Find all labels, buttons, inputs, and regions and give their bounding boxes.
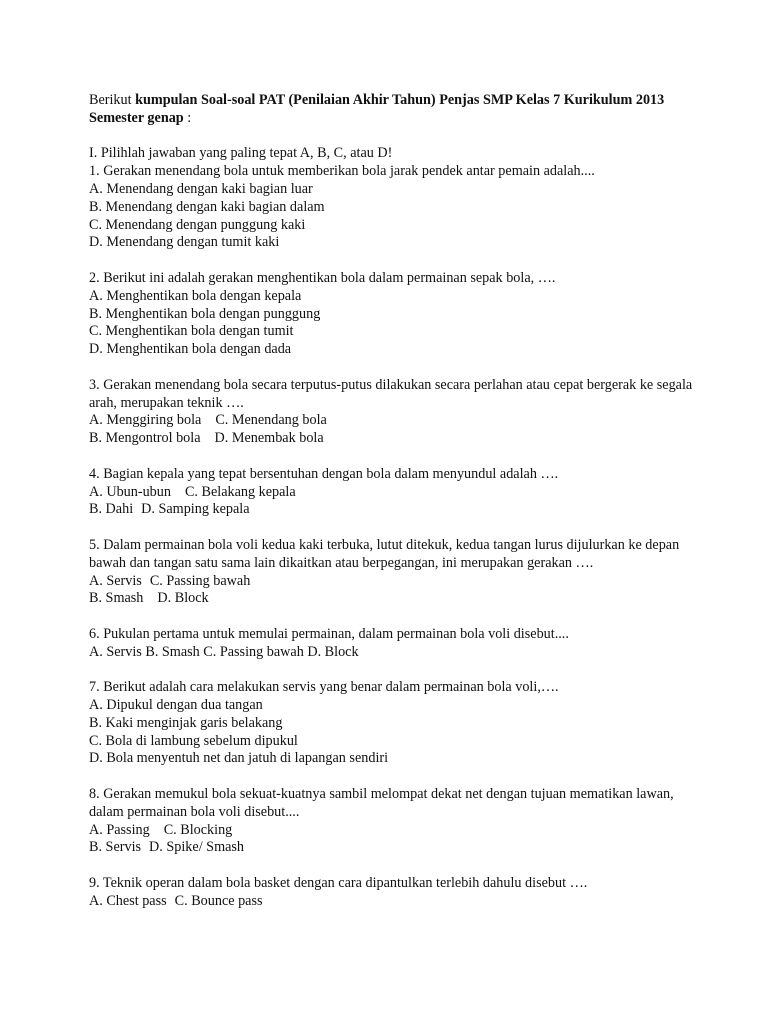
option-c: C. Passing bawah	[149, 572, 251, 589]
options-row-2	[89, 839, 699, 857]
option-d: D. Block	[157, 590, 209, 607]
options-inline: A. Servis B. Smash C. Passing bawah D. Block	[89, 643, 359, 660]
intro-prefix: Berikut	[89, 92, 136, 108]
option-b: B. Mengontrol bola	[89, 430, 201, 447]
option-b: B. Dahi	[89, 501, 134, 518]
question-8	[89, 786, 699, 857]
option-d: D. Bola menyentuh net dan jatuh di lapangan sendiri	[89, 750, 389, 767]
question-stem: 5. Dalam permainan bola voli kedua kaki terbuka, lutut ditekuk, kedua tangan lurus dijulurkan ke depan bawah dan tangan satu sama lain dikaitkan atau berpegangan, ini merupakan gerakan ….	[89, 536, 680, 571]
option-b: B. Servis	[89, 839, 142, 856]
options-row-2	[89, 590, 699, 608]
option-a: A. Dipukul dengan dua tangan	[89, 697, 263, 714]
option-c: C. Blocking	[163, 821, 233, 838]
option-d: D. Menghentikan bola dengan dada	[89, 341, 292, 358]
document-body	[89, 92, 699, 928]
option-b: B. Menendang dengan kaki bagian dalam	[89, 198, 325, 215]
option-c: C. Menendang bola	[215, 412, 327, 429]
option-b: B. Menghentikan bola dengan punggung	[89, 305, 321, 322]
question-3	[89, 377, 699, 448]
option-c: C. Menghentikan bola dengan tumit	[89, 323, 294, 340]
option-a: A. Passing	[89, 821, 150, 838]
instruction-block	[89, 145, 699, 163]
option-d: D. Menendang dengan tumit kaki	[89, 234, 280, 251]
option-d: D. Spike/ Smash	[149, 839, 245, 856]
question-stem: 2. Berikut ini adalah gerakan menghentikan bola dalam permainan sepak bola, ….	[89, 269, 556, 286]
question-stem: 3. Gerakan menendang bola secara terputus-putus dilakukan secara perlahan atau cepat bergerak ke segala arah, merupakan teknik ….	[89, 376, 693, 411]
question-6	[89, 626, 699, 662]
option-d: D. Menembak bola	[214, 430, 324, 447]
question-stem: 9. Teknik operan dalam bola basket dengan cara dipantulkan terlebih dahulu disebut ….	[89, 875, 588, 892]
options-row-1	[89, 893, 699, 911]
option-c: C. Bounce pass	[174, 892, 263, 909]
options-row-1	[89, 484, 699, 502]
option-d: D. Samping kepala	[141, 501, 250, 518]
question-stem: 7. Berikut adalah cara melakukan servis yang benar dalam permainan bola voli,….	[89, 679, 559, 696]
options-row-1	[89, 412, 699, 430]
option-c: C. Belakang kepala	[184, 483, 296, 500]
intro-paragraph	[89, 92, 699, 128]
question-stem: 8. Gerakan memukul bola sekuat-kuatnya sambil melompat dekat net dengan tujuan mematikan lawan, dalam permainan bola voli disebut....	[89, 786, 674, 820]
options-row-2	[89, 430, 699, 448]
option-a: A. Servis	[89, 572, 142, 589]
question-2	[89, 270, 699, 359]
question-9	[89, 875, 699, 911]
option-c: C. Menendang dengan punggung kaki	[89, 216, 306, 233]
option-c: C. Bola di lambung sebelum dipukul	[89, 732, 298, 749]
instruction-text: I. Pilihlah jawaban yang paling tepat A, B, C, atau D!	[89, 145, 393, 162]
intro-suffix: :	[183, 109, 192, 126]
options-row-1	[89, 573, 699, 591]
option-a: A. Chest pass	[89, 892, 167, 909]
question-5	[89, 537, 699, 608]
question-4	[89, 466, 699, 519]
option-a: A. Ubun-ubun	[89, 483, 171, 500]
question-1	[89, 163, 699, 252]
options-row-2	[89, 501, 699, 519]
intro-title: kumpulan Soal-soal PAT (Penilaian Akhir Tahun) Penjas SMP Kelas 7 Kurikulum 2013 Semester genap	[89, 92, 665, 126]
option-b: B. Smash	[89, 590, 144, 607]
options-row-1	[89, 822, 699, 840]
option-a: A. Menendang dengan kaki bagian luar	[89, 180, 313, 197]
question-stem: 4. Bagian kepala yang tepat bersentuhan dengan bola dalam menyundul adalah ….	[89, 465, 559, 482]
question-7	[89, 679, 699, 768]
option-a: A. Menghentikan bola dengan kepala	[89, 287, 302, 304]
question-stem: 1. Gerakan menendang bola untuk memberikan bola jarak pendek antar pemain adalah....	[89, 163, 595, 180]
option-b: B. Kaki menginjak garis belakang	[89, 714, 283, 731]
option-a: A. Menggiring bola	[89, 412, 202, 429]
question-stem: 6. Pukulan pertama untuk memulai permainan, dalam permainan bola voli disebut....	[89, 625, 569, 642]
